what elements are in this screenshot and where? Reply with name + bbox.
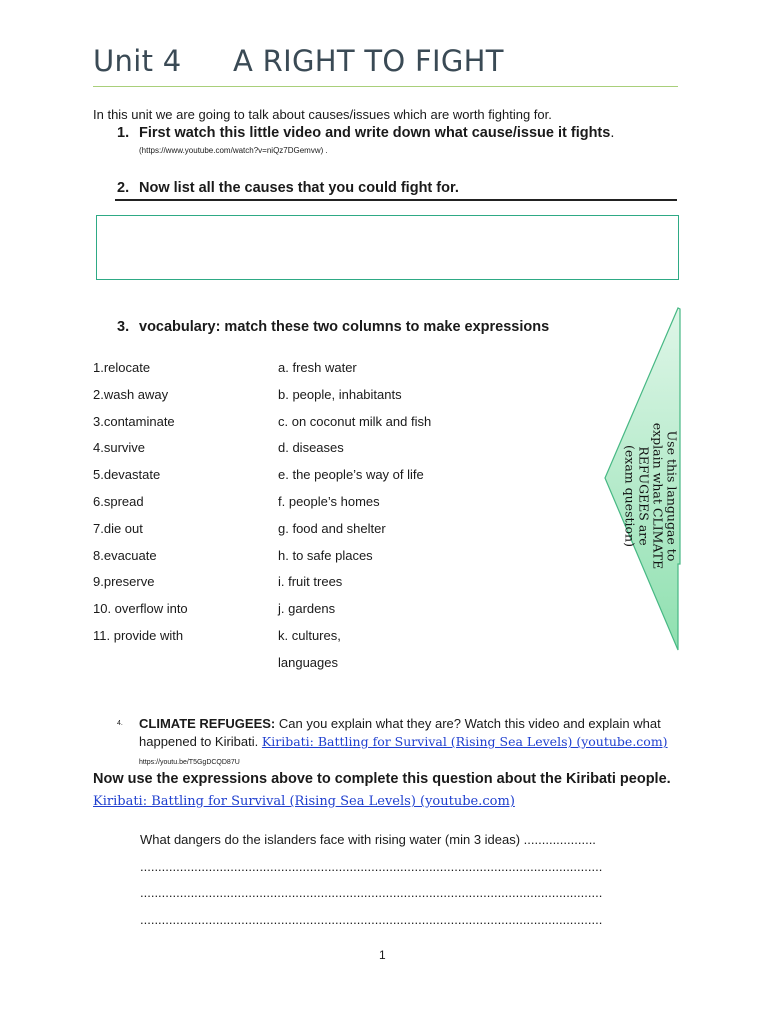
arrow-note-line: explain what CLIMATE bbox=[650, 422, 666, 570]
question-2 bbox=[117, 180, 459, 196]
vocab-right-item: i. fruit trees bbox=[278, 574, 343, 590]
vocab-right-item: c. on coconut milk and fish bbox=[278, 413, 432, 429]
arrow-note-line: Use this langugae to bbox=[664, 430, 680, 562]
vocab-right-item: h. to safe places bbox=[278, 547, 373, 563]
question-3-number: 3. bbox=[117, 319, 130, 335]
vocab-left-item: 6.spread bbox=[93, 493, 144, 509]
question-4 bbox=[139, 715, 669, 772]
arrow-note-line: (exam question) bbox=[622, 445, 638, 547]
vocab-right-item: f. people’s homes bbox=[278, 493, 380, 509]
vocab-right-item: k. cultures, bbox=[278, 627, 341, 643]
unit-label: Unit 4 bbox=[93, 44, 182, 78]
vocab-left-item: 5.devastate bbox=[93, 467, 161, 483]
kiribati-instruction bbox=[93, 768, 683, 813]
vocab-right-item: b. people, inhabitants bbox=[278, 386, 402, 402]
dangers-question-block bbox=[140, 827, 602, 933]
question-1-text: First watch this little video and write down what cause/issue it fights bbox=[139, 125, 611, 141]
dangers-question: What dangers do the islanders face with rising water (min 3 ideas) .................... bbox=[140, 832, 596, 847]
vocab-right-item: a. fresh water bbox=[278, 360, 357, 375]
vocab-right-column bbox=[278, 359, 431, 681]
kiribati-instruction-link[interactable]: Kiribati: Battling for Survival (Rising Sea Levels) (youtube.com) bbox=[93, 794, 515, 809]
vocab-right-item: languages bbox=[278, 654, 338, 670]
vocab-left-column bbox=[93, 359, 188, 654]
vocab-left-item: 1.relocate bbox=[93, 360, 151, 375]
page-title bbox=[93, 44, 504, 78]
page-number: 1 bbox=[379, 948, 386, 962]
vocab-left-item: 2.wash away bbox=[93, 386, 169, 402]
question-4-text: Can you explain what they are? Watch this video and explain what happened to Kiribati. bbox=[139, 716, 661, 749]
kiribati-video-link[interactable]: Kiribati: Battling for Survival (Rising Sea Levels) (youtube.com) bbox=[261, 734, 668, 749]
intro-text: In this unit we are going to talk about causes/issues which are worth fighting for. bbox=[93, 107, 552, 122]
title-divider bbox=[93, 86, 678, 87]
arrow-callout-text bbox=[609, 399, 679, 594]
question-1-number: 1. bbox=[117, 125, 130, 141]
question-1-end: . bbox=[610, 125, 615, 141]
answer-line[interactable]: ................................................................................................................................ bbox=[140, 911, 603, 927]
question-2-number: 2. bbox=[117, 180, 130, 196]
question-1-url: (https://www.youtube.com/watch?v=niQz7DGemvw) . bbox=[139, 146, 328, 155]
answer-line[interactable]: ................................................................................................................................ bbox=[140, 885, 603, 900]
kiribati-instruction-text: Now use the expressions above to complete this question about the Kiribati people. bbox=[93, 771, 671, 787]
question-2-text: Now list all the causes that you could fight for. bbox=[139, 180, 459, 196]
question-2-underline bbox=[115, 199, 677, 201]
answer-box[interactable] bbox=[96, 215, 679, 280]
vocab-right-item: e. the people’s way of life bbox=[278, 467, 424, 483]
question-4-label: CLIMATE REFUGEES: bbox=[139, 716, 276, 731]
vocab-left-item: 7.die out bbox=[93, 520, 143, 536]
question-3 bbox=[117, 319, 549, 335]
arrow-note-line: REFUGEES are bbox=[636, 446, 652, 546]
vocab-right-item: d. diseases bbox=[278, 440, 344, 456]
vocab-right-item: g. food and shelter bbox=[278, 520, 386, 536]
vocab-left-item: 11. provide with bbox=[93, 627, 184, 643]
question-3-text: vocabulary: match these two columns to make expressions bbox=[139, 319, 550, 335]
vocab-left-item: 4.survive bbox=[93, 440, 146, 456]
vocab-left-item: 3.contaminate bbox=[93, 413, 175, 429]
answer-line[interactable]: ................................................................................................................................ bbox=[140, 858, 603, 874]
vocab-left-item: 9.preserve bbox=[93, 574, 155, 590]
question-4-number: 4. bbox=[117, 720, 123, 727]
kiribati-short-url: https://youtu.be/T5GgDCQD87U bbox=[139, 759, 240, 766]
question-1 bbox=[117, 125, 614, 141]
vocab-left-item: 8.evacuate bbox=[93, 547, 157, 563]
unit-heading: A RIGHT TO FIGHT bbox=[233, 44, 504, 78]
vocab-right-item: j. gardens bbox=[278, 601, 336, 617]
vocab-left-item: 10. overflow into bbox=[93, 601, 188, 617]
